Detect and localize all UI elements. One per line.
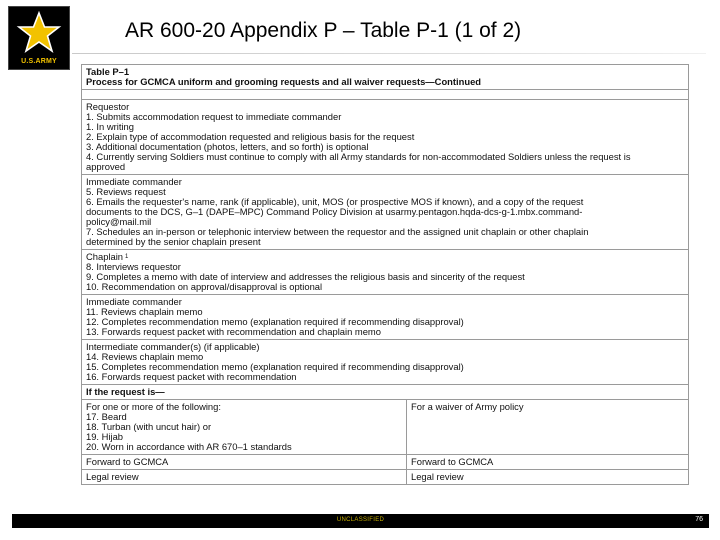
intermediate-commander-cell — [82, 340, 689, 385]
list-item: 3. Additional documentation (photos, letters, and so forth) is optional — [86, 141, 369, 152]
requestor-cell — [82, 100, 689, 175]
forward-gcmca-right: Forward to GCMCA — [407, 455, 689, 470]
list-item: 1. In writing — [86, 121, 134, 132]
table-row — [82, 340, 689, 385]
footnote-marker: 1 — [125, 254, 129, 260]
list-item: 9. Completes a memo with date of interview and addresses the religious basis and sincerity of the request — [86, 271, 525, 282]
table-row — [82, 100, 689, 175]
logo-wordmark: U.S.ARMY — [21, 58, 57, 65]
army-star-icon — [9, 7, 69, 57]
table-caption-row — [82, 65, 689, 90]
title-divider — [72, 53, 706, 54]
immediate-commander-heading: Immediate commander — [86, 176, 182, 187]
waiver-condition-cell: For a waiver of Army policy — [407, 400, 689, 455]
footer-bar — [12, 514, 709, 528]
list-item: 10. Recommendation on approval/disapproval is optional — [86, 281, 323, 292]
list-item: 5. Reviews request — [86, 186, 166, 197]
slide-title: AR 600-20 Appendix P – Table P-1 (1 of 2) — [125, 19, 522, 42]
page-number: 76 — [695, 516, 703, 523]
chaplain-heading-text: Chaplain — [86, 251, 124, 262]
list-item: 11. Reviews chaplain memo — [86, 306, 203, 317]
table-row — [82, 295, 689, 340]
list-item: 15. Completes recommendation memo (explanation required if recommending disapproval) — [86, 361, 464, 372]
table-row — [82, 455, 689, 470]
table-row — [82, 385, 689, 400]
list-item: For one or more of the following: — [86, 401, 221, 412]
uniform-condition-cell — [82, 400, 407, 455]
table-row — [82, 470, 689, 485]
spacer — [82, 90, 689, 100]
process-table — [81, 64, 689, 485]
list-item: 13. Forwards request packet with recommendation and chaplain memo — [86, 326, 381, 337]
legal-review-right: Legal review — [407, 470, 689, 485]
table-caption-title: Process for GCMCA uniform and grooming requests and all waiver requests—Continued — [86, 76, 482, 87]
immediate-commander-review-cell — [82, 295, 689, 340]
requestor-heading: Requestor — [86, 101, 130, 112]
table-row — [82, 175, 689, 250]
list-item: 18. Turban (with uncut hair) or — [86, 421, 212, 432]
legal-review-left: Legal review — [82, 470, 407, 485]
list-item: 14. Reviews chaplain memo — [86, 351, 204, 362]
list-item: 1. Submits accommodation request to immediate commander — [86, 111, 342, 122]
list-item: 8. Interviews requestor — [86, 261, 181, 272]
list-item: 7. Schedules an in-person or telephonic interview between the requestor and the assigned unit chaplain or other chaplain — [86, 226, 589, 237]
us-army-logo — [8, 6, 70, 70]
list-item: 2. Explain type of accommodation requested and religious basis for the request — [86, 131, 415, 142]
immediate-commander-cell — [82, 175, 689, 250]
list-item: documents to the DCS, G–1 (DAPE–MPC) Command Policy Division at usarmy.pentagon.hqda-dcs-g-1.mbx.command- — [86, 206, 583, 217]
list-item: 12. Completes recommendation memo (explanation required if recommending disapproval) — [86, 316, 464, 327]
list-item: 19. Hijab — [86, 431, 124, 442]
immediate-commander-heading: Immediate commander — [86, 296, 182, 307]
list-item: 4. Currently serving Soldiers must continue to comply with all Army standards for non-accommodated Soldiers unless the request is — [86, 151, 631, 162]
list-item: approved — [86, 161, 126, 172]
list-item: policy@mail.mil — [86, 216, 152, 227]
intermediate-commander-heading: Intermediate commander(s) (if applicable) — [86, 341, 260, 352]
if-request-heading: If the request is— — [82, 385, 689, 400]
classification-label: UNCLASSIFIED — [336, 517, 385, 523]
chaplain-cell — [82, 250, 689, 295]
table-caption-number: Table P–1 — [86, 66, 130, 77]
list-item: 6. Emails the requester's name, rank (if applicable), unit, MOS (or prospective MOS if known), and a copy of the request — [86, 196, 584, 207]
list-item: 16. Forwards request packet with recommendation — [86, 371, 297, 382]
table-caption — [82, 65, 689, 90]
table-row — [82, 250, 689, 295]
list-item: 17. Beard — [86, 411, 127, 422]
list-item: 20. Worn in accordance with AR 670–1 standards — [86, 441, 292, 452]
forward-gcmca-left: Forward to GCMCA — [82, 455, 407, 470]
list-item: determined by the senior chaplain present — [86, 236, 261, 247]
table-row — [82, 400, 689, 455]
